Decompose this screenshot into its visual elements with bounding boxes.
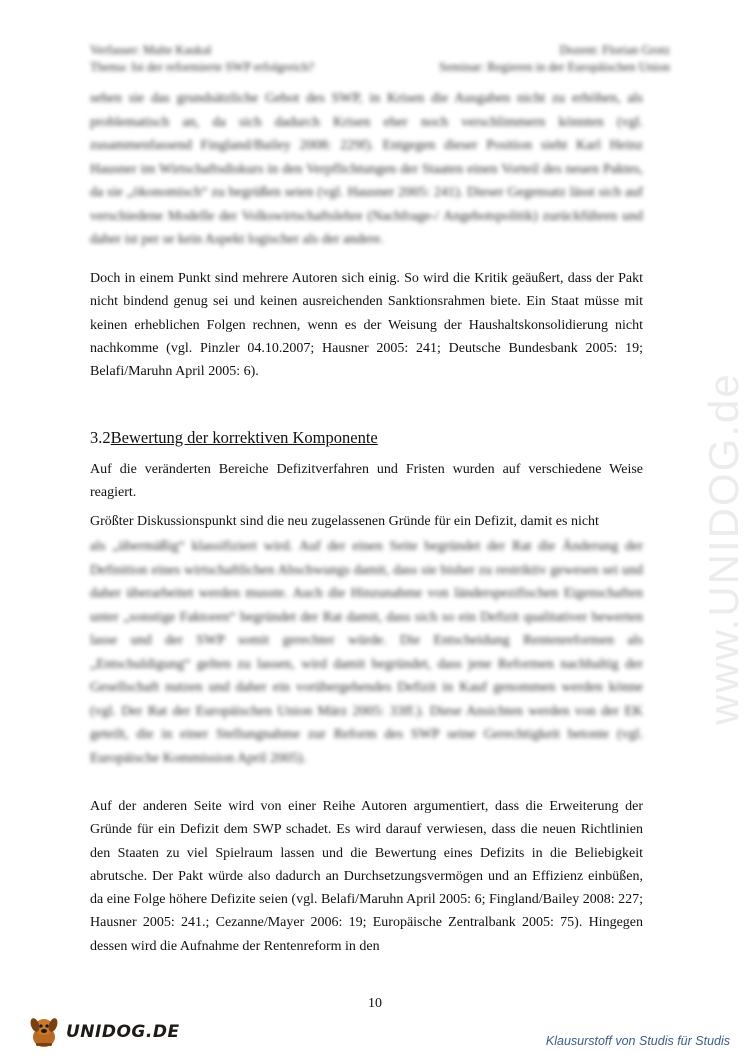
header-author: Verfasser: Malte Kaukal — [90, 43, 212, 57]
header-lecturer: Dozent: Florian Grotz — [559, 43, 670, 57]
header-seminar: Seminar: Regieren in der Europäischen Union — [439, 60, 670, 74]
paragraph-text: Auf der anderen Seite wird von einer Reihe Autoren argumentiert, dass die Erweiterung der Gründe für ein Defizit dem SWP schadet. Es wird darauf verwiesen, dass die neuen Richtlinien den Staaten zu viel Spielraum lassen und die Bewertung eines Defizits in die Beliebigkeit abrutsche. Der Pakt würde also dadurch an Durchsetzungsvermögen und an Effizienz einbüßen, da eine Folge höhere Defizite seien (vgl. Belafi/Maruhn April 2005: 6; Fingland/Bailey 2008: 227; Hausner 2005: 241.; Cezanne/Mayer 2006: 19; Europäische Zentralbank 2005: 75). Hingegen dessen wird die Aufnahme der Rentenreform in den — [90, 799, 643, 954]
footer-slogan: Klausurstoff von Studis für Studis — [545, 1034, 730, 1048]
paragraph-text: sehen sie das grundsätzliche Gebot des SWP, in Krisen die Ausgaben nicht zu erhöhen, als problematisch an, da sich dadurch Krisen eher noch verschlimmern könnten (vgl. zusammenfassend Fingland/Bailey 2008: 229f). Entgegen dieser Position sieht Karl Heinz Hausner im Wirtschaftsdiskurs in den Verpflichtungen der Staaten einen Vorteil des neuen Paktes, da sie „ökonomisch“ zu begrüßen seien (vgl. Hausner 2005: 241). Dieser Gegensatz lässt sich auf verschiedene Modelle der Volkswirtschaftslehre (Nachfrage-/ Angebotspolitik) zurückführen und daher ist per se kein Aspekt logischer als der andere. — [90, 91, 643, 247]
paragraph-2 — [90, 458, 643, 505]
section-title: Bewertung der korrektiven Komponente — [110, 428, 378, 447]
paragraph-text: als „übermäßig“ klassifiziert wird. Auf der einen Seite begründet der Rat die Änderung der Definition eines wirtschaftlichen Abschwungs damit, dass sie bisher zu restriktiv gewesen sei und daher überarbeitet werden musste. Auch die Hinzunahme von länderspezifischen Eigenschaften unter „sonstige Faktoren“ begründet der Rat damit, dass sich so ein Defizit qualitativer bewerten lasse und der SWP somit gerechter würde. Die Entscheidung Rentenreformen als „Entschuldigung“ gelten zu lassen, wird damit begründet, dass jene Reformen nachhaltig der Gesellschaft nutzen und daher ein vorübergehendes Defizit in Kauf genommen werden könne (vgl. Der Rat der Europäischen Union März 2005: 33ff.). Diese Ansichten werden von der EK geteilt, die in einer Stellungnahme zur Reform des SWP seine Gerechtigkeit betonte (vgl. Europäische Kommission April 2005). — [90, 539, 643, 766]
unidog-logo[interactable] — [24, 1012, 180, 1052]
paragraph-1-clear — [90, 267, 643, 383]
paragraph-3-clear — [90, 510, 643, 533]
paragraph-3-blurred — [90, 535, 643, 770]
section-number: 3.2 — [90, 428, 111, 447]
logo-text: UNIDOG.DE — [66, 1022, 180, 1042]
paragraph-4 — [90, 795, 643, 958]
page-number: 10 — [368, 996, 382, 1011]
paragraph-text: Größter Diskussionspunkt sind die neu zugelassenen Gründe für ein Defizit, damit es nicht — [90, 514, 599, 529]
paragraph-text: Auf die veränderten Bereiche Defizitverfahren und Fristen wurden auf verschiedene Weise reagiert. — [90, 462, 643, 501]
paragraph-text: Doch in einem Punkt sind mehrere Autoren sich einig. So wird die Kritik geäußert, dass der Pakt nicht bindend genug sei und keinen ausreichenden Sanktionsrahmen biete. Ein Staat müsse mit keinen erheblichen Folgen rechnen, wenn es der Weisung der Haushaltskonsolidierung nicht nachkomme (vgl. Pinzler 04.10.2007; Hausner 2005: 241; Deutsche Bundesbank 2005: 19; Belafi/Maruhn April 2005: 6). — [90, 271, 643, 380]
dog-icon — [24, 1012, 64, 1052]
page-header — [90, 42, 670, 76]
watermark-text: www.UNIDOG.de — [700, 372, 747, 725]
paragraph-1-blurred — [90, 87, 643, 252]
section-heading — [90, 428, 378, 448]
header-topic: Thema: Ist der reformierte SWP erfolgreich? — [90, 60, 315, 74]
